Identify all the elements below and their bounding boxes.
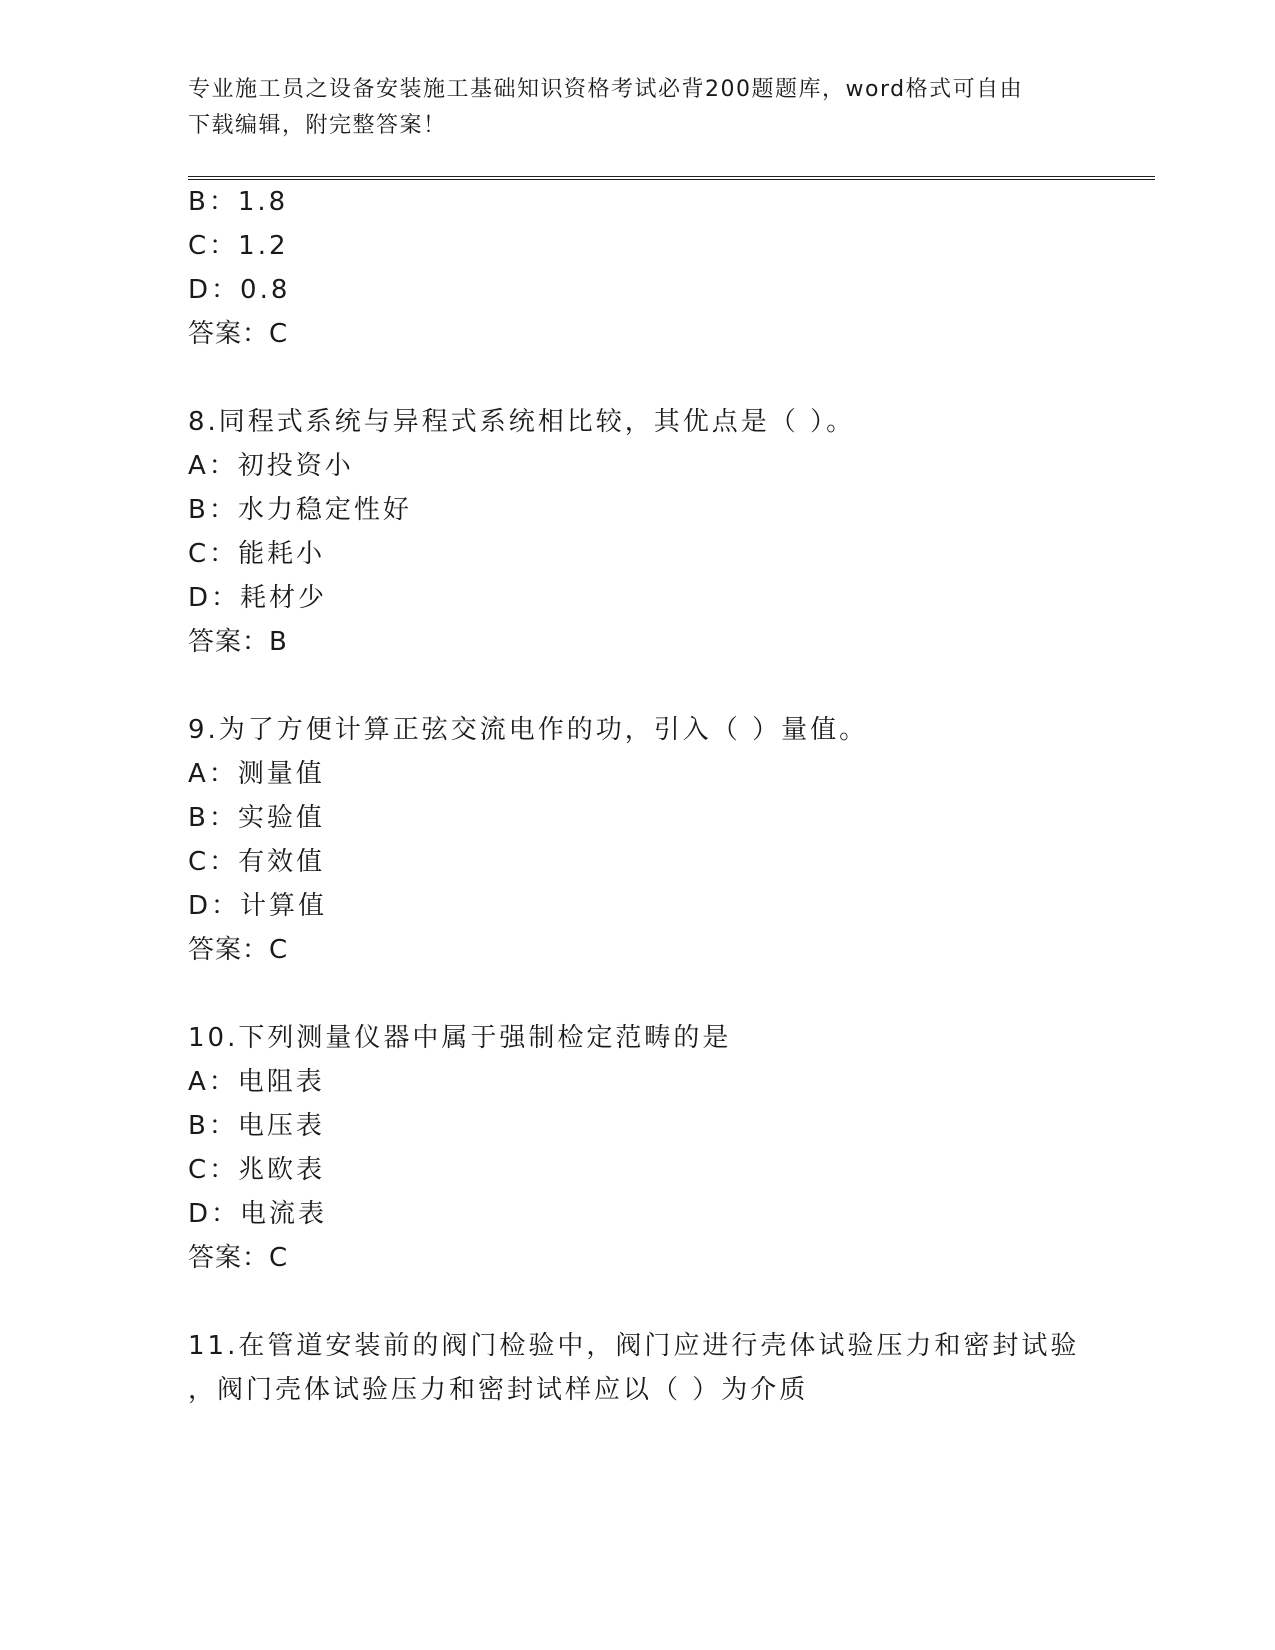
q11-stem-line-1: 11.在管道安装前的阀门检验中，阀门应进行壳体试验压力和密封试验 (188, 1331, 1080, 1361)
q10-option-d: D：电流表 (188, 1199, 328, 1229)
q10-option-b: B：电压表 (188, 1111, 325, 1141)
q7-option-b: B：1.8 (188, 187, 289, 217)
q9-stem: 9.为了方便计算正弦交流电作的功，引入（ ）量值。 (188, 715, 869, 745)
q9-answer: 答案：C (188, 935, 289, 965)
q9-option-c: C：有效值 (188, 847, 326, 877)
q7-answer: 答案：C (188, 319, 289, 349)
header-divider (188, 176, 1155, 180)
document-header (188, 72, 1088, 144)
q8-option-d: D：耗材少 (188, 583, 328, 613)
q10-answer: 答案：C (188, 1243, 289, 1273)
q7-option-c: C：1.2 (188, 231, 289, 261)
q8-option-c: C：能耗小 (188, 539, 326, 569)
q7-option-d: D：0.8 (188, 275, 291, 305)
q11-stem-line-2: ，阀门壳体试验压力和密封试样应以（ ）为介质 (188, 1375, 809, 1405)
q8-stem: 8.同程式系统与异程式系统相比较，其优点是（ ）。 (188, 407, 856, 437)
q8-option-a: A：初投资小 (188, 451, 354, 481)
q10-option-c: C：兆欧表 (188, 1155, 326, 1185)
q9-option-a: A：测量值 (188, 759, 325, 789)
q8-option-b: B：水力稳定性好 (188, 495, 412, 525)
q9-option-b: B：实验值 (188, 803, 325, 833)
header-title-line-1: 专业施工员之设备安装施工基础知识资格考试必背200题题库，word格式可自由 (188, 77, 1024, 102)
q9-option-d: D：计算值 (188, 891, 328, 921)
q8-answer: 答案：B (188, 627, 288, 657)
q10-option-a: A：电阻表 (188, 1067, 325, 1097)
header-title-line-2: 下载编辑，附完整答案！ (188, 113, 447, 138)
q10-stem: 10.下列测量仪器中属于强制检定范畴的是 (188, 1023, 732, 1053)
